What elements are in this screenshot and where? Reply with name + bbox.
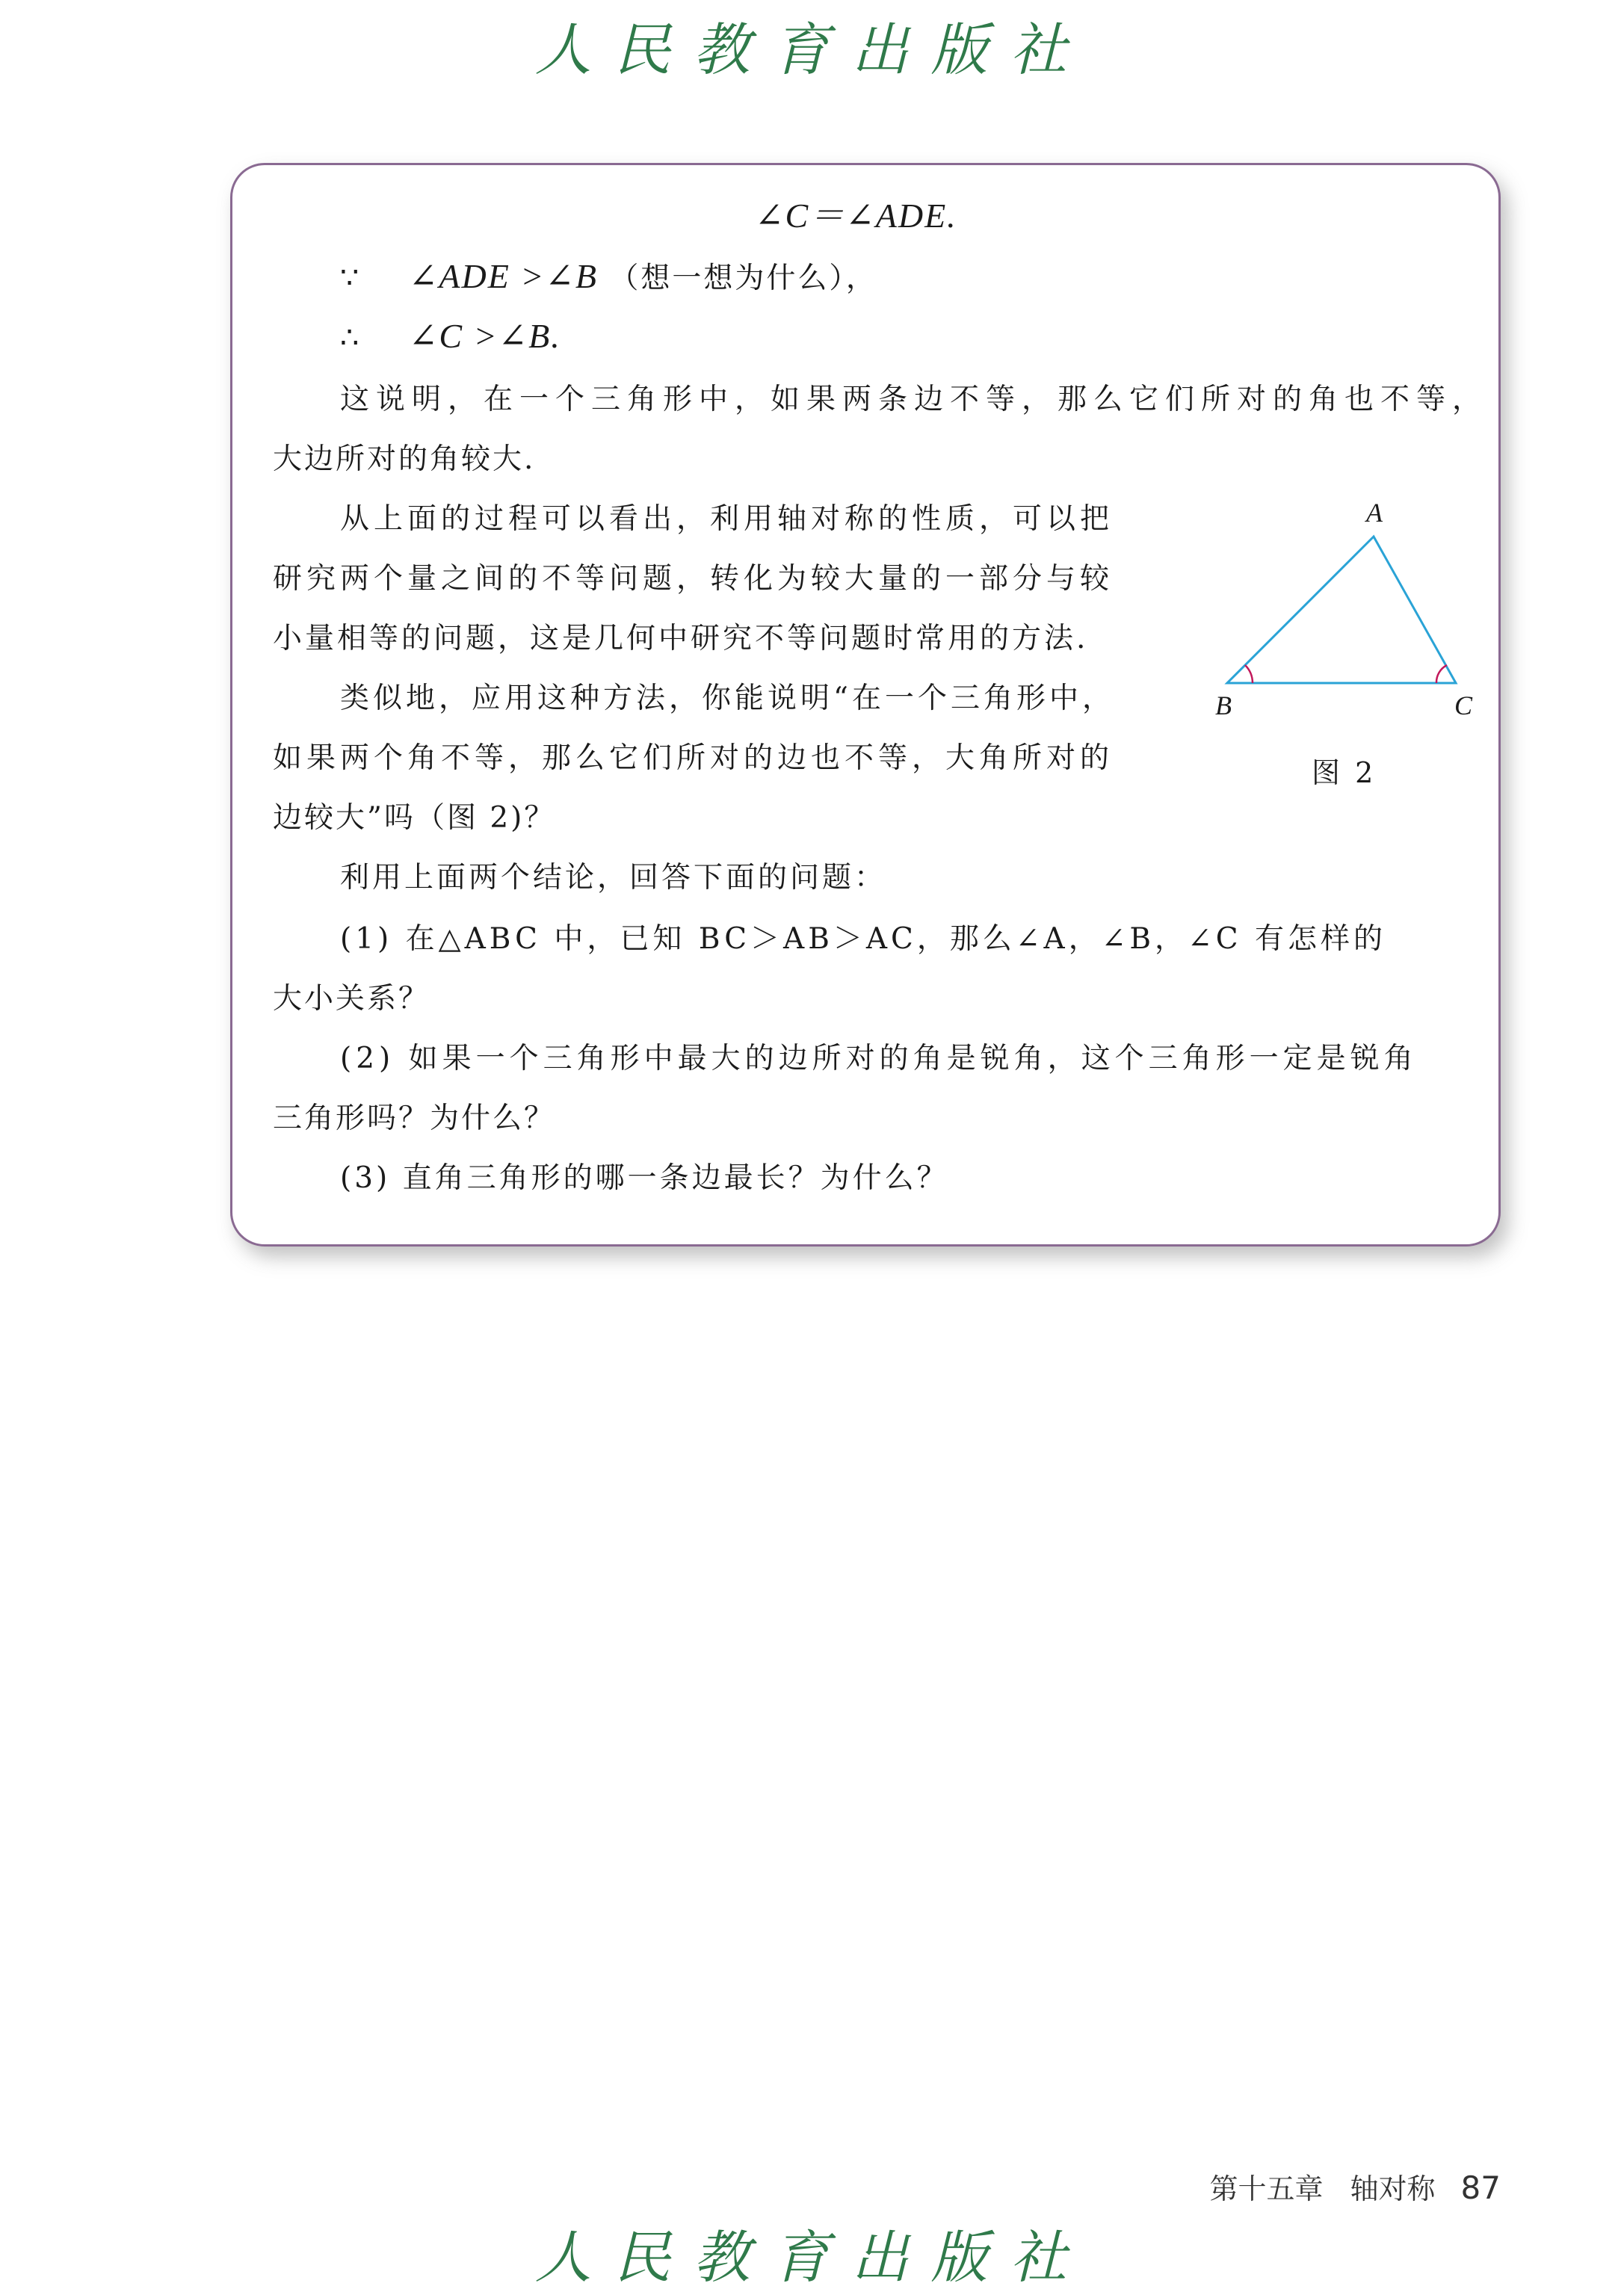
vertex-b-label: B <box>1215 691 1232 720</box>
because-math: ∠ADE >∠B <box>408 257 599 295</box>
question-1-line-1: (1) 在△ABC 中，已知 BC＞AB＞AC，那么∠A，∠B，∠C 有怎样的 <box>340 922 1386 956</box>
because-note: （想一想为什么）， <box>609 262 877 295</box>
question-1-line-2: 大小关系？ <box>273 982 430 1016</box>
vertex-a-label: A <box>1366 499 1383 528</box>
therefore-line <box>340 318 561 357</box>
paragraph-2-line-3: 小量相等的问题，这是几何中研究不等问题时常用的方法. <box>273 622 1089 655</box>
paragraph-3-line-1: 类似地，应用这种方法，你能说明“在一个三角形中， <box>340 682 1115 715</box>
page-number: 87 <box>1460 2169 1501 2206</box>
paragraph-3-line-3: 边较大”吗（图 2)？ <box>273 801 556 835</box>
vertex-c-label: C <box>1454 691 1473 720</box>
figure-caption: 图 2 <box>1312 756 1377 789</box>
equation-c-ade: ∠C＝∠ADE. <box>755 197 957 235</box>
paragraph-2-line-2: 研究两个量之间的不等问题，转化为较大量的一部分与较 <box>273 562 1114 596</box>
paragraph-2-line-1: 从上面的过程可以看出，利用轴对称的性质，可以把 <box>340 502 1114 536</box>
question-2-line-1: (2) 如果一个三角形中最大的边所对的角是锐角，这个三角形一定是锐角 <box>340 1042 1418 1075</box>
chapter-title: 轴对称 <box>1350 2172 1436 2205</box>
paragraph-4: 利用上面两个结论，回答下面的问题： <box>340 861 887 895</box>
because-line <box>340 258 877 297</box>
question-3: (3) 直角三角形的哪一条边最长？为什么？ <box>340 1161 949 1195</box>
paragraph-3-line-2: 如果两个角不等，那么它们所对的边也不等，大角所对的 <box>273 741 1114 775</box>
triangle-abc <box>1227 537 1456 683</box>
therefore-symbol: ∴ <box>340 321 362 355</box>
publisher-logo-top: 人民教育出版社 <box>534 16 1090 83</box>
publisher-logo-bottom: 人民教育出版社 <box>534 2224 1090 2291</box>
page-footer <box>1210 2166 1501 2207</box>
because-symbol: ∵ <box>340 261 362 295</box>
angle-b-arc <box>1245 665 1253 683</box>
question-2-line-2: 三角形吗？为什么？ <box>273 1102 556 1135</box>
chapter-number: 第十五章 <box>1209 2172 1324 2205</box>
paragraph-1-line-1: 这说明，在一个三角形中，如果两条边不等，那么它们所对的角也不等， <box>340 383 1489 416</box>
therefore-math: ∠C >∠B. <box>408 317 561 355</box>
paragraph-1-line-2: 大边所对的角较大. <box>273 442 536 476</box>
angle-c-arc <box>1436 665 1447 683</box>
